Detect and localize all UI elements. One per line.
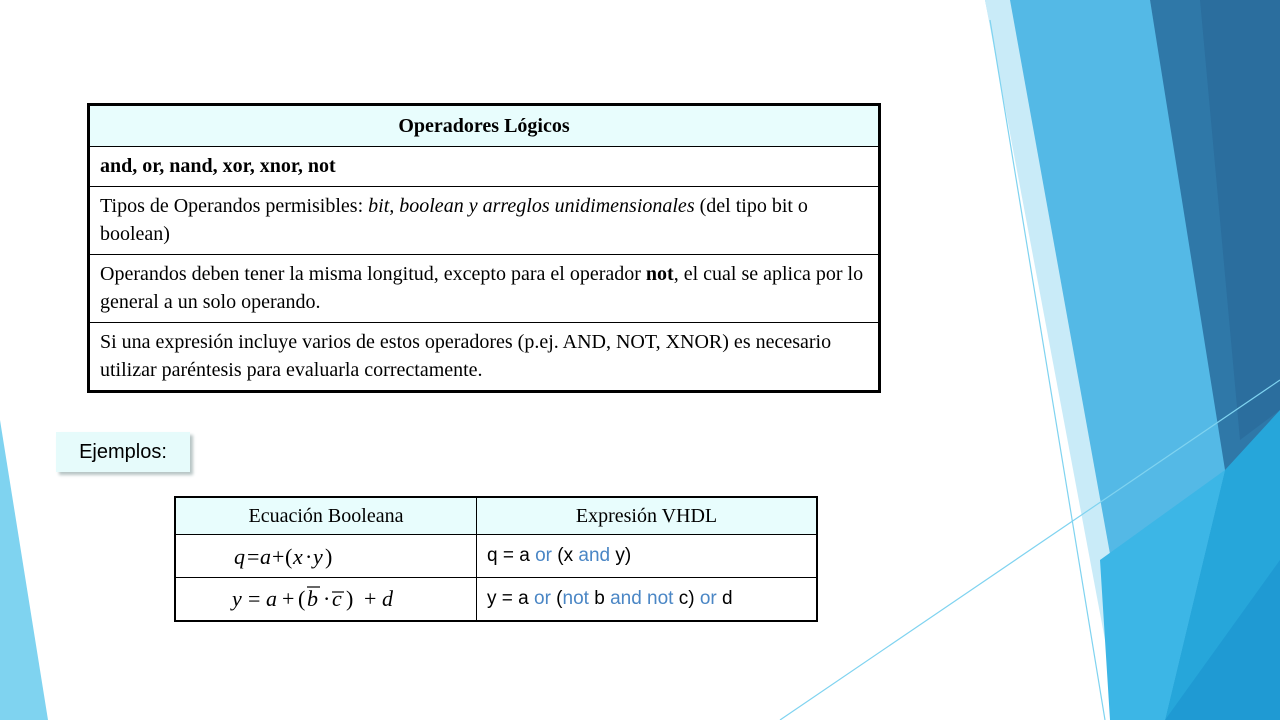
operators-list: and, or, nand, xor, xnor, not: [89, 147, 880, 187]
eq1-y: y: [313, 544, 323, 569]
eq1-dot: ·: [305, 544, 313, 569]
eq2-rparen: ): [346, 586, 354, 611]
operand-types-row: Tipos de Operandos permisibles: bit, boolean y arreglos unidimensionales (del tipo bit o boolean): [89, 187, 880, 255]
vhdl-expression-1: q = a or (x and y): [477, 535, 818, 578]
logical-operators-table: [87, 103, 881, 393]
eq2-c: c: [332, 586, 342, 611]
boolean-equation-1: [175, 535, 477, 578]
eq2-y: y: [232, 586, 242, 611]
examples-table: [174, 496, 818, 622]
eq2-b: b: [307, 586, 318, 611]
left-decor-shape: [0, 420, 48, 720]
operand-length-row: Operandos deben tener la misma longitud, excepto para el operador not, el cual se aplica por lo general a un solo operando.: [89, 255, 880, 323]
eq1-equals: =: [247, 544, 260, 569]
eq2-dot: ·: [323, 586, 331, 611]
eq2-d: d: [382, 586, 393, 611]
parentheses-row: Si una expresión incluye varios de estos operadores (p.ej. AND, NOT, XNOR) es necesario utilizar paréntesis para evaluarla correctamente.: [89, 323, 880, 392]
eq2-plus: +: [282, 586, 295, 611]
equation-1-graphic: [176, 535, 476, 571]
eq2-a: a: [266, 586, 277, 611]
table-row: [175, 578, 817, 622]
eq2-lparen: (: [298, 586, 306, 611]
eq1-a: a: [260, 544, 271, 569]
eq2-equals: =: [248, 586, 261, 611]
eq1-plus: +: [272, 544, 285, 569]
logical-operators-header: Operadores Lógicos: [89, 105, 880, 147]
col-boolean-equation-header: Ecuación Booleana: [175, 497, 477, 535]
eq1-lparen: (: [285, 544, 293, 569]
eq1-rparen: ): [325, 544, 333, 569]
eq2-plus2: +: [364, 586, 377, 611]
eq1-x: x: [293, 544, 303, 569]
equation-2-graphic: [176, 578, 476, 614]
boolean-equation-2: [175, 578, 477, 622]
examples-label: Ejemplos:: [56, 432, 190, 472]
col-vhdl-expression-header: Expresión VHDL: [477, 497, 818, 535]
eq1-q: q: [234, 544, 245, 569]
vhdl-expression-2: y = a or (not b and not c) or d: [477, 578, 818, 622]
table-row: [175, 535, 817, 578]
